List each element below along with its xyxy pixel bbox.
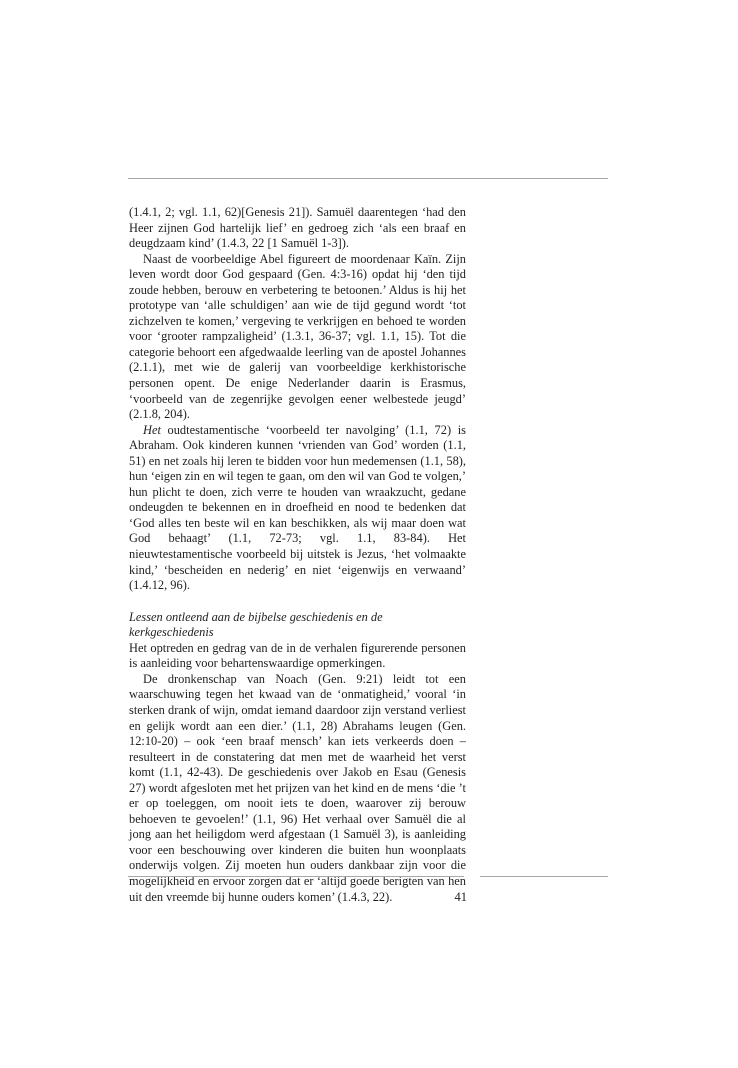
section-spacer [129,594,466,610]
paragraph-1: (1.4.1, 2; vgl. 1.1, 62)[Genesis 21]). Samuël daarentegen ‘had den Heer zijnen God hartelijk lief’ en gedroeg zich ‘als een braaf en deugdzaam kind’ (1.4.3, 22 [1 Samuël 1-3]). [129,205,466,251]
bottom-rule [128,876,464,877]
page-number: 41 [454,890,467,904]
paragraph-4: Het optreden en gedrag van de in de verhalen figurerende personen is aanleiding voor behartenswaardige opmerkingen. [129,640,466,671]
paragraph-3-lead: Het [143,422,161,437]
paragraph-5: De dronkenschap van Noach (Gen. 9:21) leidt tot een waarschuwing tegen het kwaad van de ‘onmatigheid,’ vooral ‘in sterken drank of wijn, omdat iemand daardoor zijn verstand verliest en gelijk wordt aan een dier.’ (1.1, 28) Abrahams leugen (Gen. 12:10-20) – ook ‘een braaf mensch’ kan iets verkeerds doen – resulteert in de constatering dat men met de waarheid het verst komt (1.1, 42-43). De geschiedenis over Jakob en Esau (Genesis 27) wordt afgesloten met het prijzen van het kind en de mens ‘die ’t er op toeleggen, om nooit iets te doen, waarover zij berouw behoeven te gevoelen!’ (1.1, 96) Het verhaal over Samuël die al jong aan het heiligdom werd afgestaan (1 Samuël 3), is aanleiding voor een beschouwing over kinderen die buiten hun woonplaats onderwijs volgen. Zij moeten hun ouders dankbaar zijn voor die mogelijkheid en ervoor zorgen dat er ‘altijd goede berigten van hen uit den vreemde bij hunne ouders komen’ (1.4.3, 22). [129,671,466,904]
paragraph-3-text: oudtestamentische ‘voorbeeld ter navolging’ (1.1, 72) is Abraham. Ook kinderen kunnen ‘vrienden van God’ worden (1.1, 51) en net zoals hij leren te bidden voor hun medemensen (1.1, 58), hun ‘eigen zin en wil tegen te gaan, om den wil van God te volgen,’ hun plicht te doen, zich verre te houden van wraakzucht, gedane ondeugden te bekennen en in droefheid en nood te bedenken dat ‘God alles ten beste wil en kan beschikken, als wij maar doen wat God behaagt’ (1.1, 72-73; vgl. 1.1, 83-84). Het nieuwtestamentische voorbeeld bij uitstek is Jezus, ‘het volmaakte kind,’ ‘bescheiden en nederig’ en niet ‘eigenwijs en verwaand’ (1.4.12, 96). [129,422,466,593]
paragraph-3 [129,423,466,594]
body-text [129,205,466,905]
paragraph-2: Naast de voorbeeldige Abel figureert de moordenaar Kaïn. Zijn leven wordt door God gespaard (Gen. 4:3-16) opdat hij ‘den tijd zoude hebben, berouw en verbetering te betoonen.’ Aldus is hij het prototype van ‘alle schuldigen’ aan wie de tijd gegund wordt ‘tot zichzelven te komen,’ vergeving te verkrijgen en behoed te worden voor ‘grooter rampzaligheid’ (1.3.1, 36-37; vgl. 1.1, 15). Tot die categorie behoort een afgedwaalde leerling van de apostel Johannes (2.1.1), met wie de galerij van voorbeeldige kerkhistorische personen opent. De enige Nederlander daarin is Erasmus, ‘voorbeeld van de zegenrijke gevolgen eener welbestede jeugd’ (2.1.8, 204). [129,251,466,422]
section-subheading: Lessen ontleend aan de bijbelse geschiedenis en de kerkgeschiedenis [129,609,383,640]
bottom-margin-rule [480,876,608,877]
top-rule [128,178,608,179]
